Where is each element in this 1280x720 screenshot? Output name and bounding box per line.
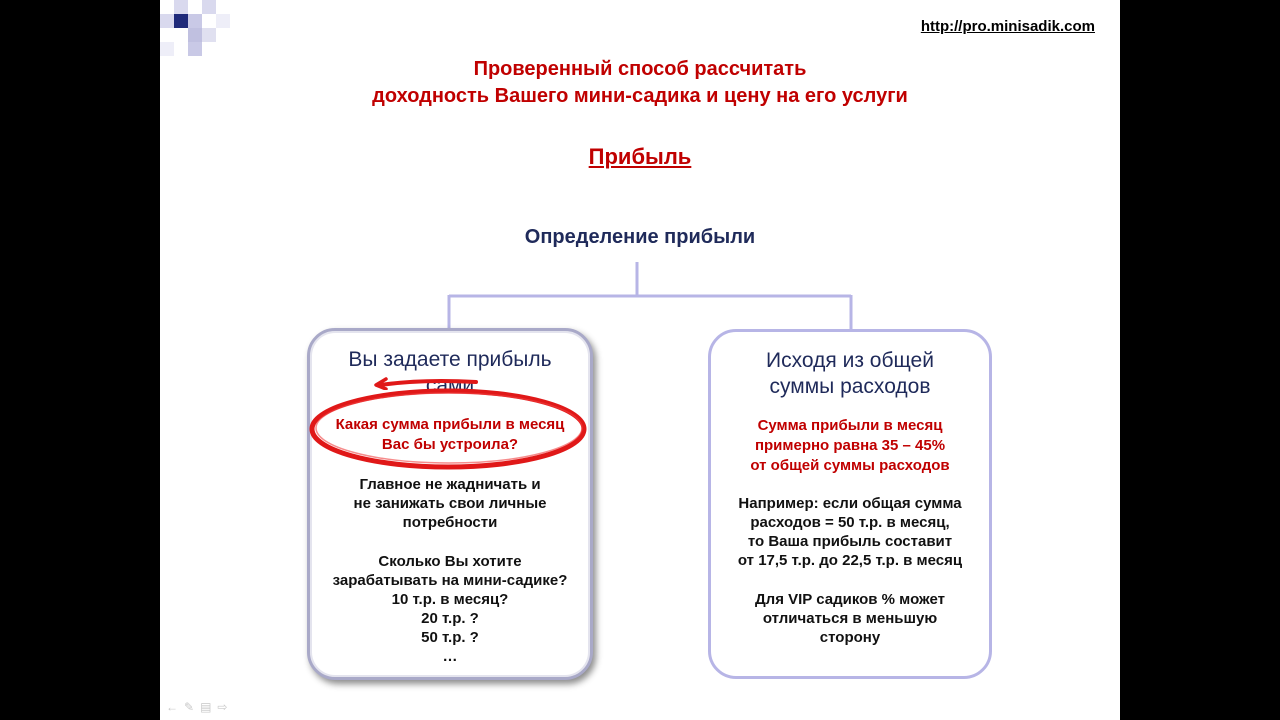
menu-icon[interactable]: ▤ [200,700,212,714]
vip-note-line-1: Для VIP садиков % может [755,591,945,608]
expenses-heading [711,348,989,400]
profit-question-line-1: Какая сумма прибыли в месяц [335,416,565,433]
profit-rule [711,416,989,476]
red-highlight-oval [306,384,591,474]
example-text [711,494,989,570]
earnings-line-3: 10 т.р. в месяц? [391,591,509,608]
title-line-2: доходность Вашего мини-садика и цену на его услуги [372,85,908,107]
profit-rule-line-2: примерно равна 35 – 45% [754,437,946,454]
slide-nav-controls [166,700,227,714]
slide-title [160,56,1120,110]
advice-line-1: Главное не жадничать и [359,476,541,493]
earnings-question [310,552,590,666]
profit-question-line-2: Вас бы устроила? [381,436,519,453]
example-line-3: то Ваша прибыль составит [747,533,953,550]
example-line-4: от 17,5 т.р. до 22,5 т.р. в месяц [737,552,963,569]
own-profit-heading-line-1: Вы задаете прибыль [348,348,552,371]
earnings-line-6: … [442,648,458,665]
pen-icon[interactable]: ✎ [184,700,195,714]
definition-heading: Определение прибыли [524,226,756,248]
expenses-heading-line-2: суммы расходов [769,375,931,398]
example-line-2: расходов = 50 т.р. в месяц, [750,514,950,531]
expenses-heading-line-1: Исходя из общей [766,349,934,372]
expenses-based-box [708,329,992,679]
prev-slide-icon[interactable]: ← [166,700,178,714]
vip-note [711,590,989,647]
earnings-line-4: 20 т.р. ? [421,610,479,627]
vip-note-line-2: отличаться в меньшую [762,610,938,627]
vip-note-line-3: сторону [819,629,881,646]
title-line-1: Проверенный способ рассчитать [473,58,807,80]
earnings-line-2: зарабатывать на мини-садике? [332,572,568,589]
profit-rule-line-1: Сумма прибыли в месяц [757,417,943,434]
earnings-line-1: Сколько Вы хотите [378,553,522,570]
next-slide-icon[interactable]: ⇨ [217,700,228,714]
site-url-link[interactable]: http://pro.minisadik.com [920,18,1095,35]
own-profit-heading-line-2: сами [425,374,475,397]
slide-subtitle: Прибыль [588,144,692,169]
advice-text [310,475,590,532]
advice-line-2: не занижать свои личные [353,495,547,512]
advice-line-3: потребности [402,514,498,531]
slide [160,0,1120,720]
red-arrow-icon [372,376,482,390]
earnings-line-5: 50 т.р. ? [421,629,479,646]
profit-rule-line-3: от общей суммы расходов [750,457,950,474]
example-line-1: Например: если общая сумма [738,495,962,512]
